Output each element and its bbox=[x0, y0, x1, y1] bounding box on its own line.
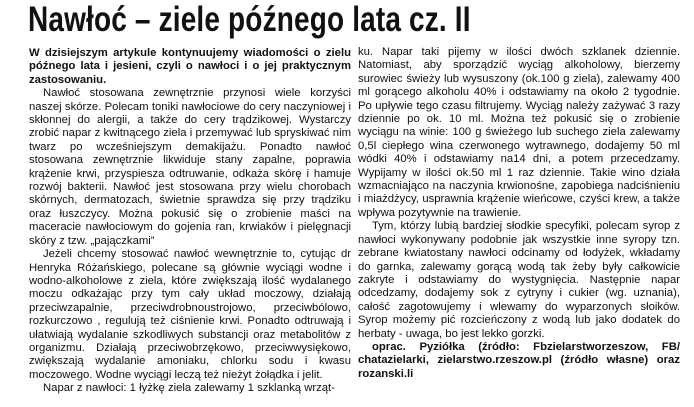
article-credit: oprac. Pyziółka (źródło: Fbzielarstworzeszow, FB/ chatazielarki, zielarstwo.rzeszow.pl (źródło własne) oraz rozanski.li bbox=[358, 340, 680, 380]
paragraph-infusion-continued: ku. Napar taki pijemy w ilości dwóch szklanek dziennie. Natomiast, aby sporządzić wyciąg alkoholowy, bierzemy surowiec świeży lub wysuszony (ok.100 g ziela), zalewamy 400 ml gorącego alkoholu 40% i odstawiamy na około 2 tygodnie. Po upływie tego czasu filtrujemy. Wyciąg należy zażywać 3 razy dziennie po ok. 10 ml. Można też pokusić się o zrobienie wyciągu na winie: 100 g świeżego lub suchego ziela zalewamy 0,5l ciepłego wina czerwonego wytrawnego, dodajemy 50 ml wódki 40% i odstawiamy na14 dni, a potem przecedzamy. Wypijamy w ilości ok.50 ml 1 raz dziennie. Takie wino działa wzmacniająco na naczynia krwionośne, zapobiega nadciśnieniu i miażdżycy, usprawnia krążenie wieńcowe, czyści krew, a także wpływa pozytywnie na trawienie. bbox=[358, 46, 680, 219]
paragraph-skin-use: Nawłoć stosowana zewnętrznie przynosi wiele korzyści naszej skórze. Polecam toniki nawłociowe do cery naczyniowej i skłonnej do alergii, a także do cery trądzikowej. Wystarczy zrobić napar z kwitnącego ziela i przemywać lub spryskiwać nim twarz po wcześniejszym demakijażu. Ponadto nawłoć stosowana zewnętrznie likwiduje stany zapalne, poprawia krążenie krwi, przyspiesza odtruwanie, odkaża skórę i hamuje rozwój bakterii. Nawłoć jest stosowana przy wielu chorobach skórnych, dermatozach, świetnie sprawdza się przy trądziku oraz łuszczycy. Można pokusić się o zrobienie maści na maceracie nawłociowym do gojenia ran, krwiaków i pielęgnacji skóry z tzw. „pajączkami” bbox=[29, 87, 351, 247]
article-lead: W dzisiejszym artykule kontynuujemy wiadomości o zielu późnego lata i jesieni, czyli o nawłoci i o jej praktycznym zastosowaniu. bbox=[29, 47, 351, 86]
paragraph-internal-use: Jeżeli chcemy stosować nawłoć wewnętrznie to, cytując dr Henryka Różańskiego, polecane są głównie wyciągi wodne i wodno-alkoholowe z ziela, które zwiększają ilość wydalanego moczu odkażając przy tym cały układ moczowy, działają przeciwzapalnie, przeciwdrobnoustrojowo, przeciwbólowo, rozkurczowo , regulują też ciśnienie krwi. Ponadto odtruwają i ułatwiają wydalanie szkodliwych substancji oraz metabolitów z organizmu. Działają przeciwobrzękowo, przeciwwysiękowo, zwiększają wydalanie amoniaku, chlorku sodu i kwasu moczowego. Wodne wyciągi leczą też nieżyt żołądka i jelit. bbox=[29, 248, 351, 381]
left-column bbox=[29, 47, 351, 407]
right-column bbox=[358, 46, 680, 407]
paragraph-infusion-start: Napar z nawłoci: 1 łyżkę ziela zalewamy 1 szklanką wrząt- bbox=[43, 382, 335, 395]
article-title: Nawłoć – ziele późnego lata cz. II bbox=[28, 0, 471, 39]
paragraph-syrup: Tym, którzy lubią bardziej słodkie specyfiki, polecam syrop z nawłoci wykonywany podobnie jak wszystkie inne syropy tzn. zebrane kwiatostany nawłoci odcinamy od łodyżek, wkładamy do garnka, zalewamy gorącą wodą tak żeby były całkowicie zakryte i odstawiamy do wystygnięcia. Następnie napar odcedzamy, dodajemy sok z cytryny i cukier (wg. uznania), całość zagotowujemy i wlewamy do wyparzonych słoików. Syrop możemy pić rozcieńczony z wodą lub jako dodatek do herbaty - uwaga, bo jest lekko gorzki. bbox=[358, 220, 680, 340]
